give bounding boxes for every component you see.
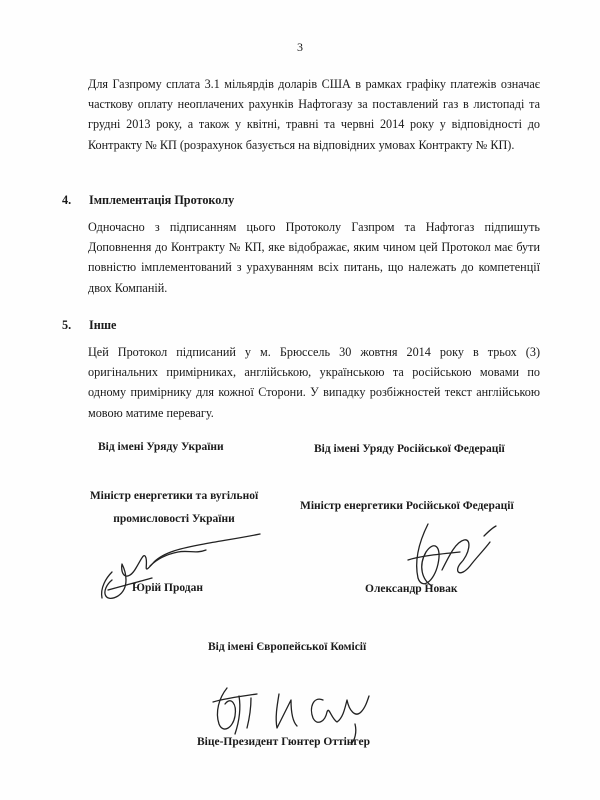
russia-position: Міністр енергетики Російської Федерації — [300, 500, 514, 512]
section-number: 4. — [62, 193, 72, 207]
section-heading-5 — [62, 318, 116, 333]
eu-on-behalf: Від імені Європейської Комісії — [208, 641, 367, 653]
eu-signatory-position-name: Віце-Президент Гюнтер Оттінгер — [197, 736, 371, 748]
section-title: Інше — [89, 318, 117, 332]
russia-on-behalf: Від імені Уряду Російської Федерації — [314, 443, 505, 455]
ukraine-signature — [92, 528, 272, 608]
paragraph-implementation: Одночасно з підписанням цього Протоколу Газпром та Нафтогаз підпишуть Доповнення до Контракту № КП, яке відображає, яким чином цей Протокол має бути повністю імплементований з урахуванням всіх питань, що належать до компетенції двох Компаній. — [88, 220, 540, 295]
russia-signatory-name: Олександр Новак — [365, 583, 458, 595]
ukraine-on-behalf: Від імені Уряду України — [98, 441, 224, 453]
ukraine-position-line1: Міністр енергетики та вугільної — [89, 490, 259, 502]
section-title: Імплементація Протоколу — [89, 193, 235, 207]
section-number: 5. — [62, 318, 72, 332]
paragraph-other: Цей Протокол підписаний у м. Брюссель 30 жовтня 2014 року в трьох (3) оригінальних примірниках, англійською, українською та російською мовами по одному примірнику для кожної Сторони. У випадку розбіжностей текст англійською мовою матиме перевагу. — [88, 345, 540, 420]
ukraine-position-line2: промисловості України — [113, 513, 235, 525]
paragraph-gazprom-payment: Для Газпрому сплата 3.1 мільярдів доларів США в рамках графіку платежів означає часткову оплату неоплачених рахунків Нафтогазу за поставлений газ в листопаді та грудні 2013 року, а також у квітні, травні та червні 2014 року у відповідності до Контракту № КП (розрахунок базується на відповідних умовах Контракту № КП). — [88, 77, 540, 152]
page-number: 3 — [297, 40, 303, 54]
section-heading-4 — [62, 193, 234, 208]
ukraine-signatory-name: Юрій Продан — [132, 582, 203, 594]
